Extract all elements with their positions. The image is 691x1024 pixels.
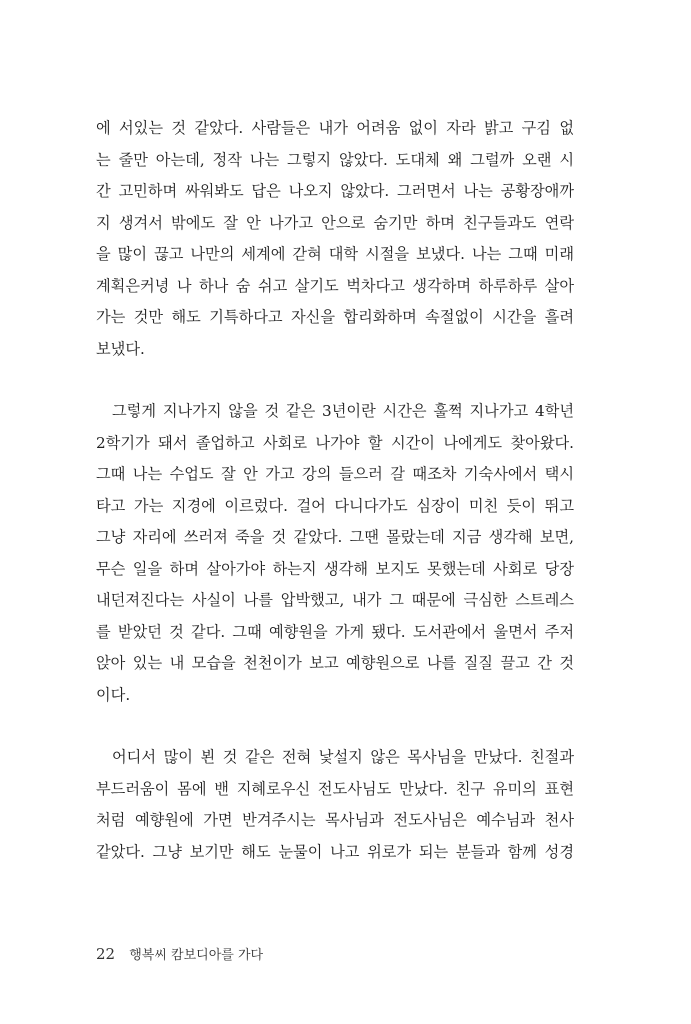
text-line: 을 많이 끊고 나만의 세계에 갇혀 대학 시절을 보냈다. 나는 그때 미래 [96, 245, 574, 263]
text-line: 어디서 많이 뵌 것 같은 전혀 낯설지 않은 목사님을 만났다. 친절과 [112, 748, 574, 766]
text-line: 그냥 자리에 쓰러져 죽을 것 같았다. 그땐 몰랐는데 지금 생각해 보면, [96, 528, 574, 546]
text-line: 그렇게 지나가지 않을 것 같은 3년이란 시간은 훌쩍 지나가고 4학년 [112, 402, 574, 420]
text-line: 부드러움이 몸에 밴 지혜로우신 전도사님도 만났다. 친구 유미의 표현 [96, 779, 574, 798]
text-line: 2학기가 돼서 졸업하고 사회로 나가야 할 시간이 나에게도 찾아왔다. [96, 433, 574, 452]
paragraph-1 [96, 113, 574, 365]
text-line: 처럼 예향원에 가면 반겨주시는 목사님과 전도사님은 예수님과 천사 [96, 811, 574, 829]
text-line: 간 고민하며 싸워봐도 답은 나오지 않았다. 그러면서 나는 공황장애까 [96, 182, 574, 200]
text-line: 계획은커녕 나 하나 숨 쉬고 살기도 벅차다고 생각하며 하루하루 살아 [96, 276, 574, 295]
text-line: 앉아 있는 내 모습을 천천이가 보고 예향원으로 나를 질질 끌고 간 것 [96, 654, 574, 672]
text-line: 보냈다. [96, 339, 145, 358]
text-line: 를 받았던 것 같다. 그때 예향원을 가게 됐다. 도서관에서 울면서 주저 [96, 622, 574, 641]
text-line: 지 생겨서 밖에도 잘 안 나가고 안으로 숨기만 하며 친구들과도 연락 [96, 213, 574, 232]
text-line: 에 서있는 것 같았다. 사람들은 내가 어려움 없이 자라 밝고 구김 없 [96, 119, 574, 137]
paragraph-3 [96, 742, 574, 868]
body-text [96, 113, 574, 868]
page-footer [96, 944, 263, 963]
text-line: 무슨 일을 하며 살아가야 하는지 생각해 보지도 못했는데 사회로 당장 [96, 559, 574, 578]
text-line: 타고 가는 지경에 이르렀다. 걸어 다니다가도 심장이 미친 듯이 뛰고 [96, 496, 574, 515]
text-line: 가는 것만 해도 기특하다고 자신을 합리화하며 속절없이 시간을 흘려 [96, 308, 574, 326]
paragraph-2 [96, 396, 574, 711]
text-line: 같았다. 그냥 보기만 해도 눈물이 나고 위로가 되는 분들과 함께 성경 [96, 842, 574, 861]
page-number: 22 [96, 945, 116, 963]
text-line: 내던져진다는 사실이 나를 압박했고, 내가 그 때문에 극심한 스트레스 [96, 591, 574, 609]
text-line: 는 줄만 아는데, 정작 나는 그렇지 않았다. 도대체 왜 그럴까 오랜 시 [96, 150, 574, 169]
text-line: 이다. [96, 685, 131, 704]
text-line: 그때 나는 수업도 잘 안 가고 강의 들으러 갈 때조차 기숙사에서 택시 [96, 465, 574, 483]
book-title: 행복씨 캄보디아를 가다 [129, 948, 264, 963]
